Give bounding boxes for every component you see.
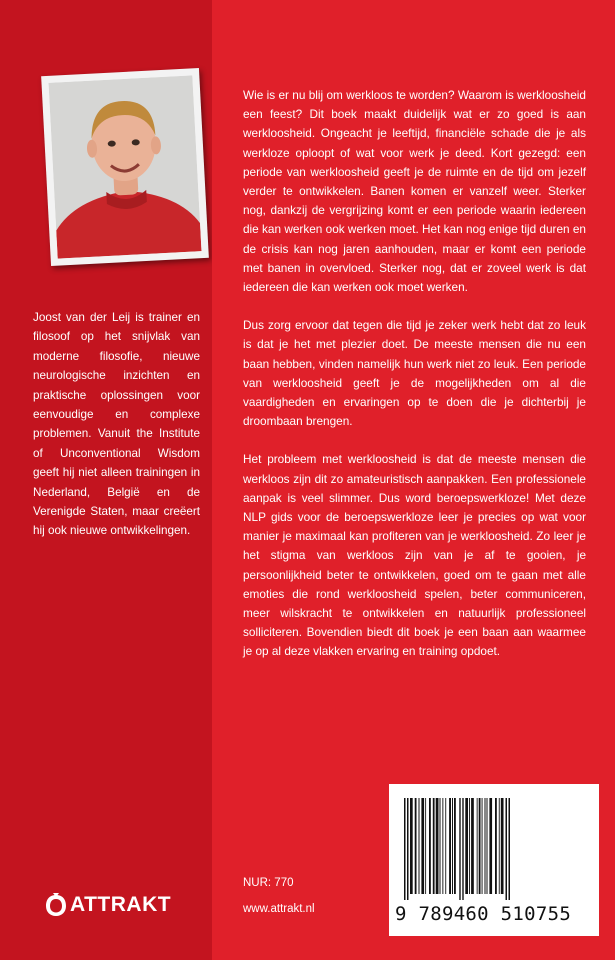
- barcode-bar: [459, 798, 461, 900]
- barcode-bar: [499, 798, 500, 894]
- barcode-bar: [483, 798, 485, 894]
- publisher-name: ATTRAKT: [70, 893, 172, 916]
- barcode-bar: [506, 798, 508, 900]
- barcode-bar: [440, 798, 441, 894]
- barcode-bar: [425, 798, 426, 894]
- barcode-bar: [487, 798, 488, 894]
- barcode-bar: [470, 798, 471, 894]
- barcode-bar: [474, 798, 477, 894]
- barcode-bar: [485, 798, 486, 894]
- barcode-bar: [469, 798, 470, 894]
- barcode-bar: [424, 798, 425, 894]
- barcode-bar: [479, 798, 481, 894]
- barcode-bar: [492, 798, 495, 894]
- barcode-bar: [453, 798, 454, 894]
- barcode-bar: [410, 798, 413, 894]
- blurb-paragraph-2: Dus zorg ervoor dat tegen die tijd je zeker werk hebt dat zo leuk is dat je het met plezier doet. De meeste mensen die nu een baan hebben, vinden namelijk hun werk niet zo leuk. Een periode van werkloosheid geeft je de mogelijkheden om al die vaardigheden en ervaringen op te doen die je dichterbij je droombaan brengen.: [243, 318, 586, 429]
- left-panel: [0, 0, 212, 960]
- barcode-bar: [415, 798, 417, 894]
- barcode-bar: [433, 798, 435, 894]
- isbn-barcode: [389, 784, 599, 936]
- barcode-bar: [468, 798, 469, 894]
- barcode-bar: [409, 798, 411, 900]
- barcode-bar: [461, 798, 463, 900]
- barcode-bar: [417, 798, 419, 894]
- barcode-bar: [407, 798, 409, 900]
- barcode-bar: [431, 798, 433, 894]
- publisher-logo[interactable]: [44, 892, 171, 918]
- barcode-bar: [501, 798, 504, 894]
- barcode-bar: [478, 798, 479, 894]
- barcode-bar: [436, 798, 439, 894]
- barcode-bar: [465, 798, 468, 894]
- attrakt-logo-icon: [44, 892, 68, 918]
- author-photo: [48, 75, 201, 258]
- author-bio: Joost van der Leij is trainer en filosoof op het snijvlak van moderne filosofie, nieuwe neurologische inzichten en praktische oplossingen voor eenvoudige en complexe problemen. Vanuit the Institute of Unconventional Wisdom geeft hij niet alleen trainingen in Nederland, België en de Verenigde Staten, maar creëert hij ook nieuwe ontwikkelingen.: [33, 311, 200, 538]
- barcode-bar: [458, 798, 460, 900]
- barcode-bar: [488, 798, 490, 894]
- barcode-bar: [481, 798, 482, 894]
- publisher-website[interactable]: www.attrakt.nl: [243, 903, 315, 915]
- barcode-bar: [441, 798, 443, 894]
- barcode-bar: [420, 798, 422, 894]
- barcode-bar: [429, 798, 431, 894]
- barcode-bar: [500, 798, 501, 894]
- barcode: [402, 798, 586, 900]
- barcode-bar: [477, 798, 478, 894]
- barcode-bar: [456, 798, 458, 894]
- author-photo-frame: [41, 68, 209, 266]
- barcode-bar: [445, 798, 446, 894]
- barcode-bar: [451, 798, 452, 894]
- nur-code: NUR: 770: [243, 877, 294, 889]
- barcode-bar: [495, 798, 497, 894]
- barcode-bar: [507, 798, 509, 900]
- barcode-bar: [471, 798, 474, 894]
- blurb-paragraph-1: Wie is er nu blij om werkloos te worden? Waarom is werkloosheid een feest? Dit boek maakt duidelijk wat er zo goed is aan werkloosheid. Ongeacht je leeftijd, financiële schade die je als werkloze oploopt of wat voor werk je deed. Kort gezegd: een periode van werkloosheid geeft je de ruimte en de tijd om jezelf verder te ontwikkelen. Banen komen er vanzelf weer. Sterker nog, dankzij de vergrijzing komt er een periode waarin iedereen die kan werken ook werken moet. Het kan nog enige tijd duren en de crisis kan nog jaren aanhouden, maar er komt een periode met banen in overvloed. Sterker nog, dat er zoveel werk is dat iedereen die kan werken ook moet werken.: [243, 88, 586, 295]
- barcode-bar: [421, 798, 424, 894]
- barcode-bar: [449, 798, 451, 894]
- barcode-bar: [452, 798, 453, 894]
- barcode-bar: [406, 798, 408, 900]
- barcode-bar: [413, 798, 415, 894]
- barcode-bar: [426, 798, 429, 894]
- barcode-bar: [419, 798, 420, 894]
- barcode-bar: [482, 798, 483, 894]
- blurb-paragraph-3: Het probleem met werkloosheid is dat de meeste mensen die werkloos zijn dit zo amateuristisch aanpakken. Een professionele aanpak is veel slimmer. Dus word beroepswerkloze! Met deze NLP gids voor de beroepswerkloze leer je precies op wat voor manier je maximaal kan profiteren van je werkloosheid. Zo leer je het stigma van werkloos zijn van je af te gooien, je persoonlijkheid beter te ontwikkelen, goed om te gaan met alle emoties die rond werkloosheid spelen, beter communiceren, meer wilskracht te ontwikkelen en natuurlijk professioneel solliciteren. Bovendien biedt dit boek je een baan aan waarmee je op al deze vlakken ervaring en training opdoet.: [243, 452, 586, 659]
- barcode-bar: [497, 798, 499, 894]
- barcode-bar: [435, 798, 436, 894]
- barcode-bar: [442, 798, 443, 894]
- barcode-bar: [489, 798, 492, 894]
- barcode-bar: [439, 798, 440, 894]
- barcode-bar: [509, 798, 511, 900]
- back-cover-blurb: [243, 86, 586, 681]
- barcode-bar: [454, 798, 456, 894]
- barcode-bar: [404, 798, 406, 900]
- barcode-bar: [443, 798, 445, 894]
- isbn-digits: 9 789460 510755: [395, 903, 572, 925]
- barcode-bar: [486, 798, 487, 894]
- barcode-bar: [504, 798, 506, 894]
- barcode-bar: [464, 798, 466, 900]
- barcode-bar: [462, 798, 464, 900]
- barcode-bar: [446, 798, 449, 894]
